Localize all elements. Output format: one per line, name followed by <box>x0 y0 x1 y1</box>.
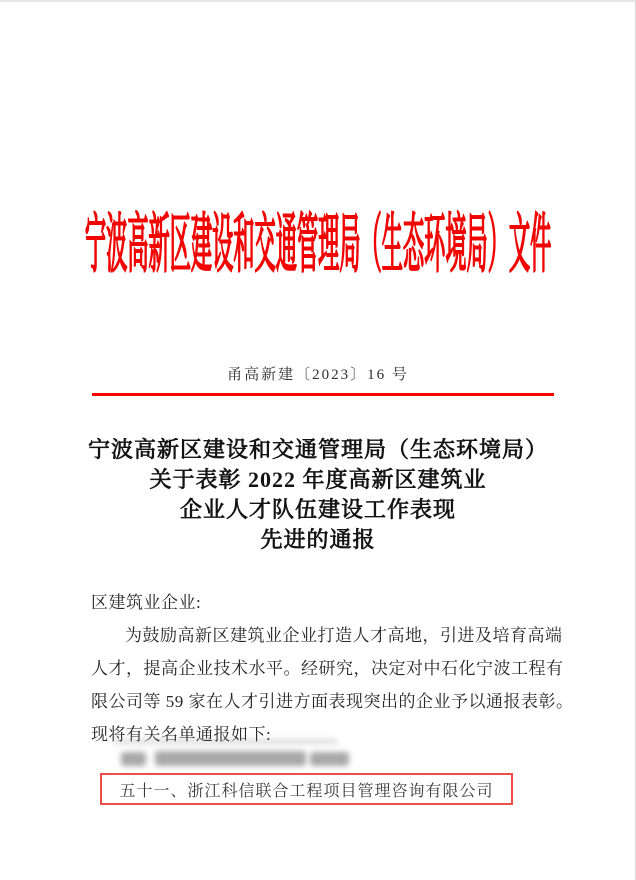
document-number: 甬高新建〔2023〕16 号 <box>227 367 409 383</box>
body-line: 限公司等 59 家在人才引进方面表现突出的企业予以通报表彰。 <box>91 692 574 711</box>
body-paragraph <box>91 586 574 751</box>
letterhead-title: 宁波高新区建设和交通管理局（生态环境局）文件 <box>84 207 552 281</box>
body-line: 现将有关名单通报如下: <box>91 725 272 744</box>
highlighted-company-name: 五十一、浙江科信联合工程项目管理咨询有限公司 <box>119 782 494 800</box>
red-separator-rule <box>92 393 554 396</box>
letterhead-banner <box>0 202 636 281</box>
redacted-blob <box>121 752 146 766</box>
notice-title-line: 关于表彰 2022 年度高新区建筑业 <box>149 467 487 492</box>
highlighted-company-box <box>100 773 513 805</box>
redacted-blob <box>155 751 306 766</box>
notice-title-line: 企业人才队伍建设工作表现 <box>179 497 456 522</box>
notice-title-line: 先进的通报 <box>260 527 376 552</box>
body-line: 人才，提高企业技术水平。经研究，决定对中石化宁波工程有 <box>91 659 564 678</box>
salutation: 区建筑业企业: <box>91 593 202 612</box>
notice-title <box>0 435 636 555</box>
redacted-smear <box>112 739 338 744</box>
body-line: 为鼓励高新区建筑业企业打造人才高地，引进及培育高端 <box>125 626 563 645</box>
redacted-blob <box>310 752 349 766</box>
notice-title-line: 宁波高新区建设和交通管理局（生态环境局） <box>87 437 548 462</box>
